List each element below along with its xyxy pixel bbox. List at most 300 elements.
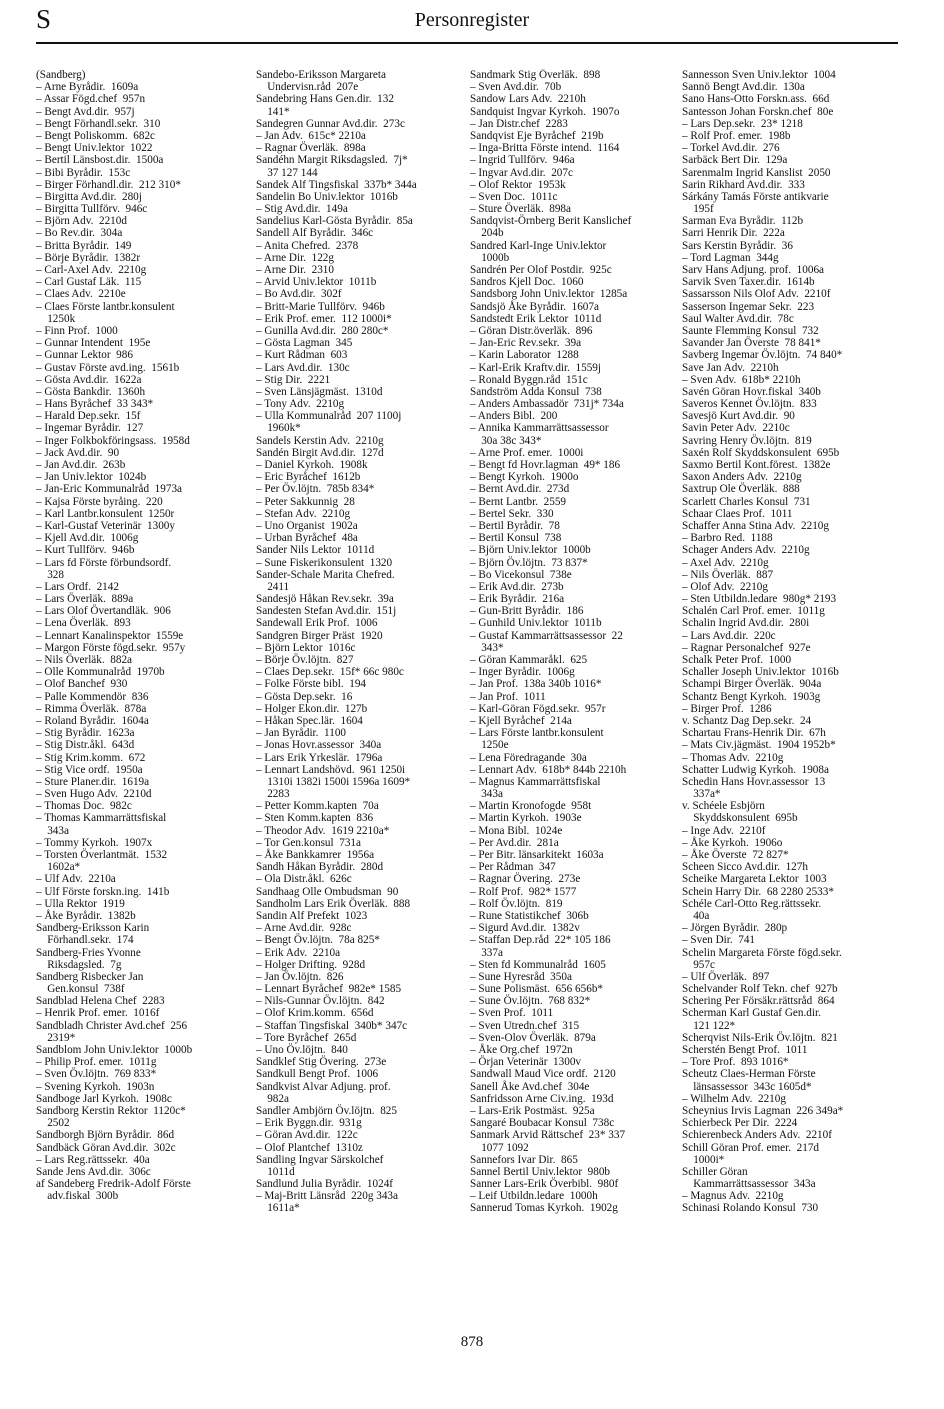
register-entry: – Björn Adv. 2210d xyxy=(36,215,127,228)
register-entry: – Erik Byggn.dir. 931g xyxy=(256,1117,362,1130)
register-entry: – Ingvar Avd.dir. 207c xyxy=(470,166,573,179)
register-entry: Sandels Kerstin Adv. 2210g xyxy=(256,434,384,447)
register-entry: – Anders Bibl. 200 xyxy=(470,410,558,423)
register-entry: – Gösta Lagman 345 xyxy=(256,337,353,350)
register-entry: Sandén Birgit Avd.dir. 127d xyxy=(256,446,384,459)
register-entry: Save Jan Adv. 2210h xyxy=(682,361,779,374)
register-entry: – Claes Dep.sekr. 15f* 66c 980c xyxy=(256,666,404,679)
register-entry: – Lars Förste lantbr.konsulent xyxy=(470,727,604,740)
register-entry: – Sven Adv. 618b* 2210h xyxy=(682,373,801,386)
register-entry: – Bengt Univ.lektor 1022 xyxy=(36,142,153,155)
register-entry: Sandelin Bo Univ.lektor 1016b xyxy=(256,190,398,203)
register-entry: (Sandberg) xyxy=(36,69,86,81)
register-entry: – Sven Avd.dir. 70b xyxy=(470,81,562,94)
register-entry: – Petter Komm.kapten 70a xyxy=(256,800,379,813)
register-entry: – Thomas Kammarrättsfiskal xyxy=(36,812,167,825)
register-entry: af Sandeberg Fredrik-Adolf Förste xyxy=(36,1178,191,1191)
register-entry: – Gunhild Univ.lektor 1011b xyxy=(470,617,602,630)
register-entry: – Bertil Konsul 738 xyxy=(470,532,562,545)
register-entry: Sandsjö Åke Byrådir. 1607a xyxy=(470,300,599,313)
register-entry: Sarman Eva Byrådir. 112b xyxy=(682,215,804,228)
register-entry: – Stig Dir. 2221 xyxy=(256,373,331,386)
register-entry: – Per Bitr. länsarkitekt 1603a xyxy=(470,849,604,861)
register-entry: – Sven Hugo Adv. 2210d xyxy=(36,788,152,801)
register-entry: Sasserson Ingemar Sekr. 223 xyxy=(682,300,815,313)
register-entry: Sandqvist Eje Byråchef 219b xyxy=(470,129,604,142)
register-entry: – Örjan Veterinär 1300v xyxy=(470,1056,582,1069)
register-entry: – Jan Distr.chef 2283 xyxy=(470,117,568,130)
register-entry: – Bengt fd Hovr.lagman 49* 186 xyxy=(470,459,621,471)
register-entry: 40a xyxy=(682,909,710,922)
section-letter: S xyxy=(36,4,52,34)
register-entry: – Lennart Adv. 618b* 844b 2210h xyxy=(470,763,627,776)
register-entry: – Håkan Spec.lär. 1604 xyxy=(256,714,363,727)
register-entry: – Björn Lektor 1016c xyxy=(256,641,356,654)
register-entry: Schaller Joseph Univ.lektor 1016b xyxy=(682,666,839,679)
register-entry: – Arne Dir. 2310 xyxy=(256,264,334,276)
register-entry: – Olof Rektor 1953k xyxy=(470,178,566,191)
register-entry: – Per Rådman 347 xyxy=(470,861,556,874)
register-entry: Sandberg-Fries Yvonne xyxy=(36,946,141,959)
register-entry: Sárkány Tamás Förste antikvarie xyxy=(682,190,829,203)
register-entry: – Urban Byråchef 48a xyxy=(256,532,358,545)
register-entry: – Tommy Kyrkoh. 1907x xyxy=(36,836,153,849)
register-entry: – Ulla Rektor 1919 xyxy=(36,897,125,910)
register-entry: – Tore Byråchef 265d xyxy=(256,1031,357,1044)
register-entry: – Lars Överläk. 889a xyxy=(36,593,134,606)
register-entry: – Finn Prof. 1000 xyxy=(36,324,118,337)
register-entry: Sandell Alf Byrådir. 346c xyxy=(256,227,374,240)
register-entry: – Peter Sakkunnig 28 xyxy=(256,495,355,508)
register-entry: Savesjö Kurt Avd.dir. 90 xyxy=(682,410,795,423)
register-entry: – Jan Adv. 615c* 2210a xyxy=(256,129,366,142)
register-entry: – Sven Öv.löjtn. 769 833* xyxy=(36,1068,157,1081)
register-entry: 337a* xyxy=(682,788,721,801)
register-entry: – Gustav Förste avd.ing. 1561b xyxy=(36,361,180,374)
register-entry: – Britt-Marie Tullförv. 946b xyxy=(256,300,385,313)
register-entry: – Bengt Öv.löjtn. 78a 825* xyxy=(256,934,380,947)
register-entry: – Erik Avd.dir. 273b xyxy=(470,580,564,593)
register-entry: – Jonas Hovr.assessor 340a xyxy=(256,739,382,752)
register-entry: – Arne Avd.dir. 928c xyxy=(256,922,352,935)
register-entry: – Staffan Tingsfiskal 340b* 347c xyxy=(256,1019,408,1032)
register-entry: 1602a* xyxy=(36,861,81,874)
register-entry: Saxtrup Ole Överläk. 888 xyxy=(682,483,800,496)
register-entry: – Ulf Överläk. 897 xyxy=(682,970,770,983)
register-entry: 1310i 1382i 1500i 1596a 1609* xyxy=(256,775,411,788)
register-entry: – Martin Kyrkoh. 1903e xyxy=(470,812,582,825)
register-entry: – Sture Överläk. 898a xyxy=(470,203,571,216)
register-entry: Saxon Anders Adv. 2210g xyxy=(682,471,802,484)
register-entry: Sassarsson Nils Olof Adv. 2210f xyxy=(682,288,831,301)
register-entry: – Jan Prof. 1011 xyxy=(470,690,546,703)
register-entry: – Rimma Överläk. 878a xyxy=(36,702,147,715)
register-entry: länsassessor 343c 1605d* xyxy=(682,1080,812,1093)
register-entry: – Axel Adv. 2210g xyxy=(682,556,769,569)
register-entry: – Björn Öv.löjtn. 73 837* xyxy=(470,556,588,569)
register-entry: – Jan Avd.dir. 263b xyxy=(36,459,126,471)
register-entry: Sannefors Ivar Dir. 865 xyxy=(470,1153,578,1166)
register-entry: – Bernt Lantbr. 2559 xyxy=(470,495,567,508)
register-entry: 37 127 144 xyxy=(256,166,318,179)
register-entry: Schager Anders Adv. 2210g xyxy=(682,544,810,557)
register-entry: Saxmo Bertil Kont.förest. 1382e xyxy=(682,459,831,471)
register-entry: – Gunnar Lektor 986 xyxy=(36,349,133,362)
register-entry: – Wilhelm Adv. 2210g xyxy=(682,1092,786,1105)
register-entry: Sandberg-Eriksson Karin xyxy=(36,922,150,935)
register-entry: Schatter Ludwig Kyrkoh. 1908a xyxy=(682,763,829,776)
register-entry: – Ragnar Överläk. 898a xyxy=(256,142,366,155)
register-entry: – Birger Förhandl.dir. 212 310* xyxy=(36,178,181,191)
register-entry: – Martin Kronofogde 958t xyxy=(470,800,592,813)
register-entry: – Jack Avd.dir. 90 xyxy=(36,446,120,459)
register-entry: Schein Harry Dir. 68 2280 2533* xyxy=(682,885,834,898)
register-entry: Sandin Alf Prefekt 1023 xyxy=(256,909,368,922)
register-entry: 1960k* xyxy=(256,422,301,435)
register-entry: – Anders Ambassadör 731j* 734a xyxy=(470,398,624,411)
register-entry: – Sven Dir. 741 xyxy=(682,934,756,947)
register-entry: Sanfridsson Arne Civ.ing. 193d xyxy=(470,1092,614,1105)
register-entry: Sandblom John Univ.lektor 1000b xyxy=(36,1044,193,1056)
register-entry: – Olle Kommunalråd 1970b xyxy=(36,666,165,679)
register-entry: – Kajsa Förste byråing. 220 xyxy=(36,495,163,508)
register-entry: – Sven Doc. 1011c xyxy=(470,190,558,203)
register-entry: Sandek Alf Tingsfiskal 337b* 344a xyxy=(256,178,417,191)
register-entry: Sarenmalm Ingrid Kanslist 2050 xyxy=(682,166,831,179)
register-entry: Sandbladh Christer Avd.chef 256 xyxy=(36,1019,188,1032)
register-entry: – Sture Planer.dir. 1619a xyxy=(36,775,150,788)
register-entry: – Maj-Britt Länsråd 220g 343a xyxy=(256,1190,398,1203)
page-number: 878 xyxy=(460,1334,484,1350)
register-entry: – Tor Gen.konsul 731a xyxy=(256,836,361,849)
register-entry: Schinasi Rolando Konsul 730 xyxy=(682,1202,819,1215)
register-entry: – Bertil Byrådir. 78 xyxy=(470,519,560,532)
register-entry: Scarlett Charles Konsul 731 xyxy=(682,495,811,508)
register-entry: Schelin Margareta Förste fögd.sekr. xyxy=(682,946,842,959)
register-entry: – Annika Kammarrättsassessor xyxy=(470,422,609,435)
register-column-4 xyxy=(682,69,894,1215)
register-entry: – Erik Byrådir. 216a xyxy=(470,593,565,606)
register-entry: Sandsborg John Univ.lektor 1285a xyxy=(470,288,628,301)
register-entry: – Bengt Poliskomm. 682c xyxy=(36,129,156,142)
register-entry: Kammarrättsassessor 343a xyxy=(682,1178,816,1191)
register-entry: Sandborg Kerstin Rektor 1120c* xyxy=(36,1104,186,1117)
register-entry: Sandboge Jarl Kyrkoh. 1908c xyxy=(36,1092,172,1105)
register-entry: – Sune Polismäst. 656 656b* xyxy=(470,983,604,996)
register-entry: – Åke Kyrkoh. 1906o xyxy=(682,836,783,849)
register-column-1 xyxy=(36,69,248,1202)
register-entry: – Ola Distr.åkl. 626c xyxy=(256,873,352,886)
register-entry: 2411 xyxy=(256,580,290,593)
register-entry: Sandklef Stig Övering. 273e xyxy=(256,1056,387,1069)
register-entry: – Torsten Överlantmät. 1532 xyxy=(36,849,168,861)
register-entry: – Karl-Erik Kraftv.dir. 1559j xyxy=(470,361,602,374)
register-entry: – Lars fd Förste förbundsordf. xyxy=(36,556,172,569)
register-entry: – Ragnar Personalchef 927e xyxy=(682,641,811,654)
register-entry: 337a xyxy=(470,946,503,959)
register-entry: – Kjell Byråchef 214a xyxy=(470,714,572,727)
register-entry: – Mona Bibl. 1024e xyxy=(470,824,563,837)
register-entry: – Gösta Bankdir. 1360h xyxy=(36,385,146,398)
register-entry: Sandlund Julia Byrådir. 1024f xyxy=(256,1178,394,1191)
register-entry: Scherman Karl Gustaf Gen.dir. xyxy=(682,1007,821,1020)
register-entry: Sandéhn Margit Riksdagsled. 7j* xyxy=(256,154,408,167)
register-entry: – Lennart Landshövd. 961 1250i xyxy=(256,763,406,776)
register-entry: – Lena Föredragande 30a xyxy=(470,751,587,764)
register-entry: Sandelius Karl-Gösta Byrådir. 85a xyxy=(256,215,413,228)
register-entry: Sannesson Sven Univ.lektor 1004 xyxy=(682,69,836,81)
register-entry: – Erik Prof. emer. 112 1000i* xyxy=(256,312,392,325)
register-entry: – Ulf Förste forskn.ing. 141b xyxy=(36,885,170,898)
register-entry: – Karl-Göran Fögd.sekr. 957r xyxy=(470,702,606,715)
register-entry: Sande Jens Avd.dir. 306c xyxy=(36,1165,151,1178)
register-entry: Schering Per Försäkr.rättsråd 864 xyxy=(682,995,835,1008)
register-entry: Saunte Flemming Konsul 732 xyxy=(682,324,819,337)
register-entry: Schierbeck Per Dir. 2224 xyxy=(682,1117,798,1130)
register-entry: 343* xyxy=(470,641,504,654)
register-entry: – Göran Avd.dir. 122c xyxy=(256,1129,358,1142)
register-entry: – Anita Chefred. 2378 xyxy=(256,239,359,252)
register-entry: 957c xyxy=(682,958,715,971)
register-entry: – Svening Kyrkoh. 1903n xyxy=(36,1080,155,1093)
register-entry: – Uno Öv.löjtn. 840 xyxy=(256,1044,348,1056)
register-entry: – Barbro Red. 1188 xyxy=(682,532,773,545)
register-entry: Sanmark Arvid Rättschef 23* 337 xyxy=(470,1129,626,1142)
register-entry: – Thomas Doc. 982c xyxy=(36,800,132,813)
register-entry: – Stig Avd.dir. 149a xyxy=(256,203,348,216)
register-entry: 1000b xyxy=(470,251,510,264)
register-entry: – Bo Avd.dir. 302f xyxy=(256,288,342,301)
register-entry: – Åke Org.chef 1972n xyxy=(470,1044,573,1056)
register-entry: Scherstén Bengt Prof. 1011 xyxy=(682,1044,808,1056)
register-entry: – Lars Reg.rättssekr. 40a xyxy=(36,1153,150,1166)
register-entry: – Stig Distr.åkl. 643d xyxy=(36,739,135,752)
register-entry: – Bengt Avd.dir. 957j xyxy=(36,105,135,118)
register-entry: 121 122* xyxy=(682,1019,736,1032)
register-entry: Sander Nils Lektor 1011d xyxy=(256,544,375,557)
register-entry: – Carl-Axel Adv. 2210g xyxy=(36,264,147,276)
register-entry: 1000i* xyxy=(682,1153,725,1166)
register-entry: v. Schéele Esbjörn xyxy=(682,800,765,813)
register-entry: – Lars Avd.dir. 130c xyxy=(256,361,350,374)
register-entry: 1611a* xyxy=(256,1202,300,1215)
register-entry: – Uno Organist 1902a xyxy=(256,519,358,532)
register-entry: – Tony Adv. 2210g xyxy=(256,398,345,411)
register-entry: – Nils Överläk. 882a xyxy=(36,654,133,666)
register-entry: – Jan Byrådir. 1100 xyxy=(256,727,347,740)
register-entry: – Kurt Tullförv. 946b xyxy=(36,544,135,557)
register-entry: 343a xyxy=(470,788,503,801)
register-entry: – Lars-Erik Postmäst. 925a xyxy=(470,1104,595,1117)
register-entry: 1250k xyxy=(36,312,76,325)
register-entry: Sarbäck Bert Dir. 129a xyxy=(682,154,788,167)
register-entry: – Olof Banchef 930 xyxy=(36,678,128,691)
register-entry: – Lennart Kanalinspektor 1559e xyxy=(36,629,184,642)
register-entry: – Lennart Byråchef 982e* 1585 xyxy=(256,983,402,996)
register-entry: – Assar Fögd.chef 957n xyxy=(36,93,146,106)
register-entry: – Sten Utbildn.ledare 980g* 2193 xyxy=(682,593,837,606)
register-entry: – Tore Prof. 893 1016* xyxy=(682,1056,789,1069)
register-entry: – Holger Drifting. 928d xyxy=(256,958,366,971)
register-entry: – Börje Öv.löjtn. 827 xyxy=(256,654,354,666)
register-entry: – Sune Öv.löjtn. 768 832* xyxy=(470,995,591,1008)
register-entry: Sandler Ambjörn Öv.löjtn. 825 xyxy=(256,1104,397,1117)
register-entry: Sannel Bertil Univ.lektor 980b xyxy=(470,1165,611,1178)
register-entry: 1011d xyxy=(256,1165,295,1178)
register-entry: 2283 xyxy=(256,788,290,801)
register-entry: – Ragnar Övering. 273e xyxy=(470,873,581,886)
register-entry: – Lena Överläk. 893 xyxy=(36,617,131,630)
register-entry: – Ingemar Byrådir. 127 xyxy=(36,422,144,435)
register-entry: – Bo Rev.dir. 304a xyxy=(36,227,123,240)
register-entry: – Magnus Adv. 2210g xyxy=(682,1190,784,1203)
register-entry: Schaar Claes Prof. 1011 xyxy=(682,507,793,520)
register-entry: Schedin Hans Hovr.assessor 13 xyxy=(682,775,826,788)
page-title: Personregister xyxy=(414,9,530,31)
register-entry: – Jan-Eric Kommunalråd 1973a xyxy=(36,483,183,496)
register-entry: – Göran Distr.överläk. 896 xyxy=(470,324,593,337)
register-entry: 30a 38c 343* xyxy=(470,434,542,447)
register-entry: Sandgren Birger Präst 1920 xyxy=(256,629,383,642)
register-entry: 2319* xyxy=(36,1031,76,1044)
register-entry: Savin Peter Adv. 2210c xyxy=(682,422,790,435)
register-entry: – Karin Laborator 1288 xyxy=(470,349,579,362)
register-entry: – Britta Byrådir. 149 xyxy=(36,239,132,252)
register-entry: – Rolf Öv.löjtn. 819 xyxy=(470,897,563,910)
register-entry: – Per Öv.löjtn. 785b 834* xyxy=(256,483,375,496)
register-entry: – Sven Länsjägmäst. 1310d xyxy=(256,385,383,398)
register-entry: – Gunnar Intendent 195e xyxy=(36,337,151,350)
register-entry: – Rolf Prof. 982* 1577 xyxy=(470,885,577,898)
register-entry: Sander-Schale Marita Chefred. xyxy=(256,568,395,581)
register-entry: Saul Walter Avd.dir. 78c xyxy=(682,312,794,325)
register-entry: Schalin Ingrid Avd.dir. 280i xyxy=(682,617,810,630)
register-entry: Sandow Lars Adv. 2210h xyxy=(470,93,586,106)
register-entry: Sandebo-Eriksson Margareta xyxy=(256,69,386,81)
register-entry: Sandblad Helena Chef 2283 xyxy=(36,995,165,1008)
register-entry: – Bo Vicekonsul 738e xyxy=(470,568,572,581)
register-entry: – Lars Dep.sekr. 23* 1218 xyxy=(682,117,803,130)
register-entry: – Ulf Adv. 2210a xyxy=(36,873,116,886)
register-entry: Sandegren Gunnar Avd.dir. 273c xyxy=(256,117,405,130)
register-entry: – Sven-Olov Överläk. 879a xyxy=(470,1031,596,1044)
register-entry: – Lars Olof Övertandläk. 906 xyxy=(36,605,171,618)
register-entry: – Roland Byrådir. 1604a xyxy=(36,714,149,727)
register-entry: Sarri Henrik Dir. 222a xyxy=(682,227,785,240)
header-rule xyxy=(36,42,898,44)
register-entry: – Rune Statistikchef 306b xyxy=(470,909,589,922)
register-entry: 328 xyxy=(36,568,64,581)
register-entry: Schéle Carl-Otto Reg.rättssekr. xyxy=(682,897,822,910)
register-entry: Sandrén Per Olof Postdir. 925c xyxy=(470,264,612,276)
register-entry: – Björn Univ.lektor 1000b xyxy=(470,544,591,557)
register-entry: – Jan Prof. 138a 340b 1016* xyxy=(470,678,602,691)
register-entry: – Gunilla Avd.dir. 280 280c* xyxy=(256,324,389,337)
register-entry: Sandewall Erik Prof. 1006 xyxy=(256,617,378,630)
register-entry: Schalén Carl Prof. emer. 1011g xyxy=(682,605,825,618)
register-entry: Sandmark Stig Överläk. 898 xyxy=(470,69,601,81)
register-entry: Scheutz Claes-Herman Förste xyxy=(682,1068,816,1081)
register-entry: – Philip Prof. emer. 1011g xyxy=(36,1056,157,1069)
register-entry: 195f xyxy=(682,203,714,216)
register-entry: Sannö Bengt Avd.dir. 130a xyxy=(682,81,805,94)
register-entry: – Inga-Britta Förste intend. 1164 xyxy=(470,142,620,155)
register-entry: – Arne Prof. emer. 1000i xyxy=(470,446,584,459)
register-entry: – Arvid Univ.lektor 1011b xyxy=(256,276,377,289)
register-entry: Schill Göran Prof. emer. 217d xyxy=(682,1141,820,1154)
register-entry: 141* xyxy=(256,105,290,118)
register-entry: 982a xyxy=(256,1092,289,1105)
register-entry: Sandwall Maud Vice ordf. 2120 xyxy=(470,1068,616,1081)
register-entry: – Holger Ekon.dir. 127b xyxy=(256,702,368,715)
register-entry: – Jan Univ.lektor 1024b xyxy=(36,471,147,484)
register-entry: Sannerud Tomas Kyrkoh. 1902g xyxy=(470,1202,618,1215)
register-entry: – Stig Krim.komm. 672 xyxy=(36,751,146,764)
register-entry: Sandberg Risbecker Jan xyxy=(36,970,144,983)
register-entry: 204b xyxy=(470,227,504,240)
register-entry: Schierenbeck Anders Adv. 2210f xyxy=(682,1129,832,1142)
register-entry: – Inger Folkbokföringsass. 1958d xyxy=(36,434,190,447)
register-entry: – Arne Byrådir. 1609a xyxy=(36,81,139,94)
register-entry: – Olof Krim.komm. 656d xyxy=(256,1007,374,1020)
register-entry: Savander Jan Överste 78 841* xyxy=(682,337,821,350)
register-entry: – Tord Lagman 344g xyxy=(682,251,779,264)
register-entry: – Lars Erik Yrkeslär. 1796a xyxy=(256,751,383,764)
register-entry: – Mats Civ.jägmäst. 1904 1952b* xyxy=(682,739,836,752)
register-entry: – Rolf Prof. emer. 198b xyxy=(682,129,791,142)
register-entry: Sandros Kjell Doc. 1060 xyxy=(470,276,584,289)
register-entry: – Thomas Adv. 2210g xyxy=(682,751,784,764)
register-entry: Sandbäck Göran Avd.dir. 302c xyxy=(36,1141,176,1154)
register-entry: – Sten Komm.kapten 836 xyxy=(256,812,374,825)
register-entry: – Claes Adv. 2210e xyxy=(36,288,126,301)
register-entry: Sangaré Boubacar Konsul 738c xyxy=(470,1117,615,1130)
register-entry: – Inger Byrådir. 1006g xyxy=(470,666,575,679)
register-entry: Schiller Göran xyxy=(682,1165,748,1178)
register-entry: Sandholm Lars Erik Överläk. 888 xyxy=(256,897,411,910)
register-entry: – Eric Byråchef 1612b xyxy=(256,471,361,484)
register-entry: – Sven Utredn.chef 315 xyxy=(470,1019,580,1032)
register-entry: Sandesjö Håkan Rev.sekr. 39a xyxy=(256,593,394,606)
register-entry: Sanell Åke Avd.chef 304e xyxy=(470,1080,590,1093)
register-column-3 xyxy=(470,69,682,1215)
register-entry: Sandqvist-Örnberg Berit Kanslichef xyxy=(470,215,632,228)
register-entry: Schampi Birger Överläk. 904a xyxy=(682,678,822,691)
register-entry: Sandebring Hans Gen.dir. 132 xyxy=(256,93,394,106)
register-entry: Schaffer Anna Stina Adv. 2210g xyxy=(682,519,829,532)
register-entry: – Sven Prof. 1011 xyxy=(470,1007,554,1020)
register-entry: – Bengt Förhandl.sekr. 310 xyxy=(36,117,161,130)
register-entry: – Palle Kommendör 836 xyxy=(36,690,149,703)
register-entry: Scheynius Irvis Lagman 226 349a* xyxy=(682,1104,844,1117)
register-entry: Sarin Rikhard Avd.dir. 333 xyxy=(682,178,805,191)
register-entry: – Kjell Avd.dir. 1006g xyxy=(36,532,139,545)
register-entry: Riksdagsled. 7g xyxy=(36,958,122,971)
register-entry: Sano Hans-Otto Forskn.ass. 66d xyxy=(682,93,830,106)
register-entry: Sandred Karl-Inge Univ.lektor xyxy=(470,239,607,252)
register-entry: Sandkvist Alvar Adjung. prof. xyxy=(256,1080,391,1093)
register-entry: – Åke Byrådir. 1382b xyxy=(36,909,136,922)
register-entry: Sandh Håkan Byrådir. 280d xyxy=(256,861,384,874)
register-entry: – Ronald Byggn.råd 151c xyxy=(470,373,588,386)
register-entry: Sandesten Stefan Avd.dir. 151j xyxy=(256,605,397,618)
register-entry: Scheen Sicco Avd.dir. 127h xyxy=(682,861,808,874)
register-entry: – Staffan Dep.råd 22* 105 186 xyxy=(470,934,611,947)
register-entry: 343a xyxy=(36,824,69,837)
register-entry: Sandquist Ingvar Kyrkoh. 1907o xyxy=(470,105,620,118)
register-entry: Sandstedt Erik Lektor 1011d xyxy=(470,312,602,325)
register-entry: – Birgitta Avd.dir. 280j xyxy=(36,190,142,203)
